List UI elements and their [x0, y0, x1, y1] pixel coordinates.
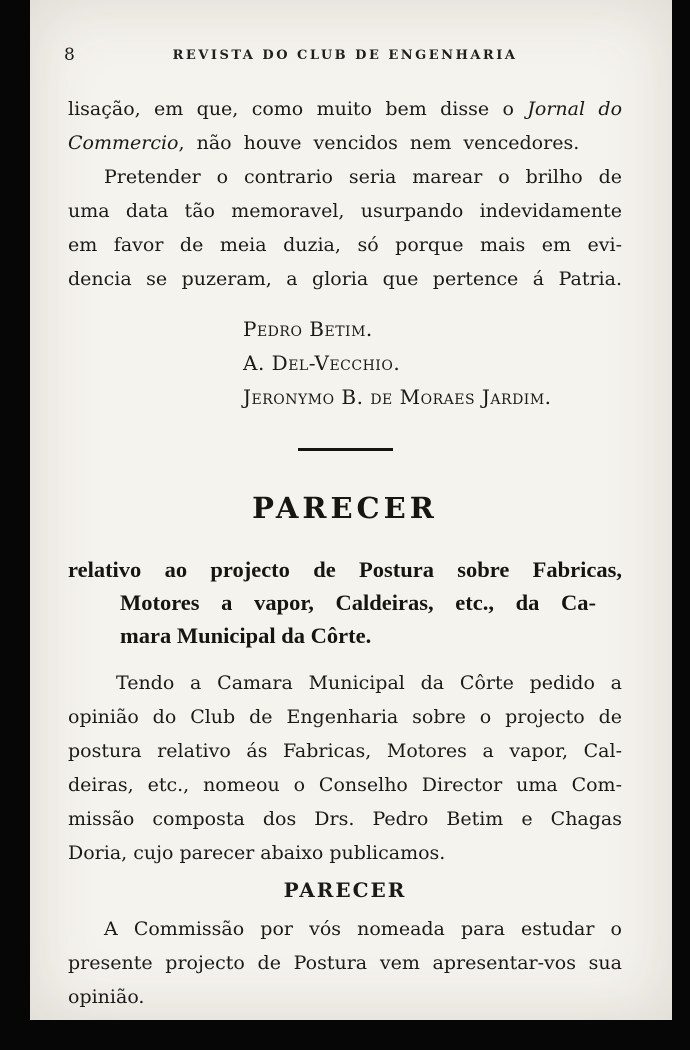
section-subtitle — [68, 553, 622, 652]
running-header: REVISTA DO CLUB DE ENGENHARIA — [172, 48, 518, 63]
paragraph — [68, 666, 622, 870]
roman-text: , não houve vencidos nem vencedores. — [178, 132, 580, 154]
text-line: Pretender o contrario seria marear o brilho de — [104, 166, 622, 188]
italic-text: Commercio — [68, 132, 179, 154]
text-line: deiras, etc., nomeou o Conselho Director uma Com- — [68, 774, 622, 796]
text-line: relativo ao projecto de Postura sobre Fabricas, — [68, 557, 622, 582]
text-line — [68, 92, 622, 126]
document-page — [30, 0, 672, 1020]
page-number: 8 — [64, 45, 75, 65]
paragraph — [68, 160, 622, 296]
text-line: presente projecto de Postura vem apresentar-vos sua — [68, 952, 622, 974]
text-line: opinião do Club de Engenharia sobre o projecto de — [68, 706, 622, 728]
section-title: PARECER — [252, 491, 438, 525]
text-line: uma data tão memoravel, usurpando indevidamente — [68, 200, 622, 222]
text-line: Tendo a Camara Municipal da Côrte pedido a — [116, 672, 622, 694]
signature-line: Pedro Betim. — [243, 317, 373, 341]
text-line: A Commissão por vós nomeada para estudar o — [104, 918, 622, 940]
text-line: missão composta dos Drs. Pedro Betim e Chagas — [68, 808, 622, 830]
subsection-heading: PARECER — [283, 878, 407, 902]
text-line: postura relativo ás Fabricas, Motores a vapor, Cal- — [68, 740, 622, 762]
paragraph-continuation — [68, 92, 622, 160]
page-header — [64, 44, 622, 68]
signature-block — [243, 312, 622, 414]
text-line: dencia se puzeram, a gloria que pertence á Patria. — [68, 268, 622, 290]
section-divider — [298, 448, 393, 451]
text-line: Doria, cujo parecer abaixo publicamos. — [68, 842, 446, 864]
text-line: opinião. — [68, 986, 145, 1008]
text-line: mara Municipal da Côrte. — [120, 623, 372, 648]
text-line: em favor de meia duzia, só porque mais em evi- — [68, 234, 622, 256]
paragraph — [68, 912, 622, 1014]
signature-line: A. Del-Vecchio. — [243, 351, 401, 375]
italic-text: Jornal do — [527, 98, 623, 120]
text-line — [68, 126, 622, 160]
roman-text: lisação, em que, como muito bem disse o — [68, 98, 528, 120]
text-line: Motores a vapor, Caldeiras, etc., da Ca- — [120, 590, 596, 615]
signature-line: Jeronymo B. de Moraes Jardim. — [243, 385, 552, 409]
